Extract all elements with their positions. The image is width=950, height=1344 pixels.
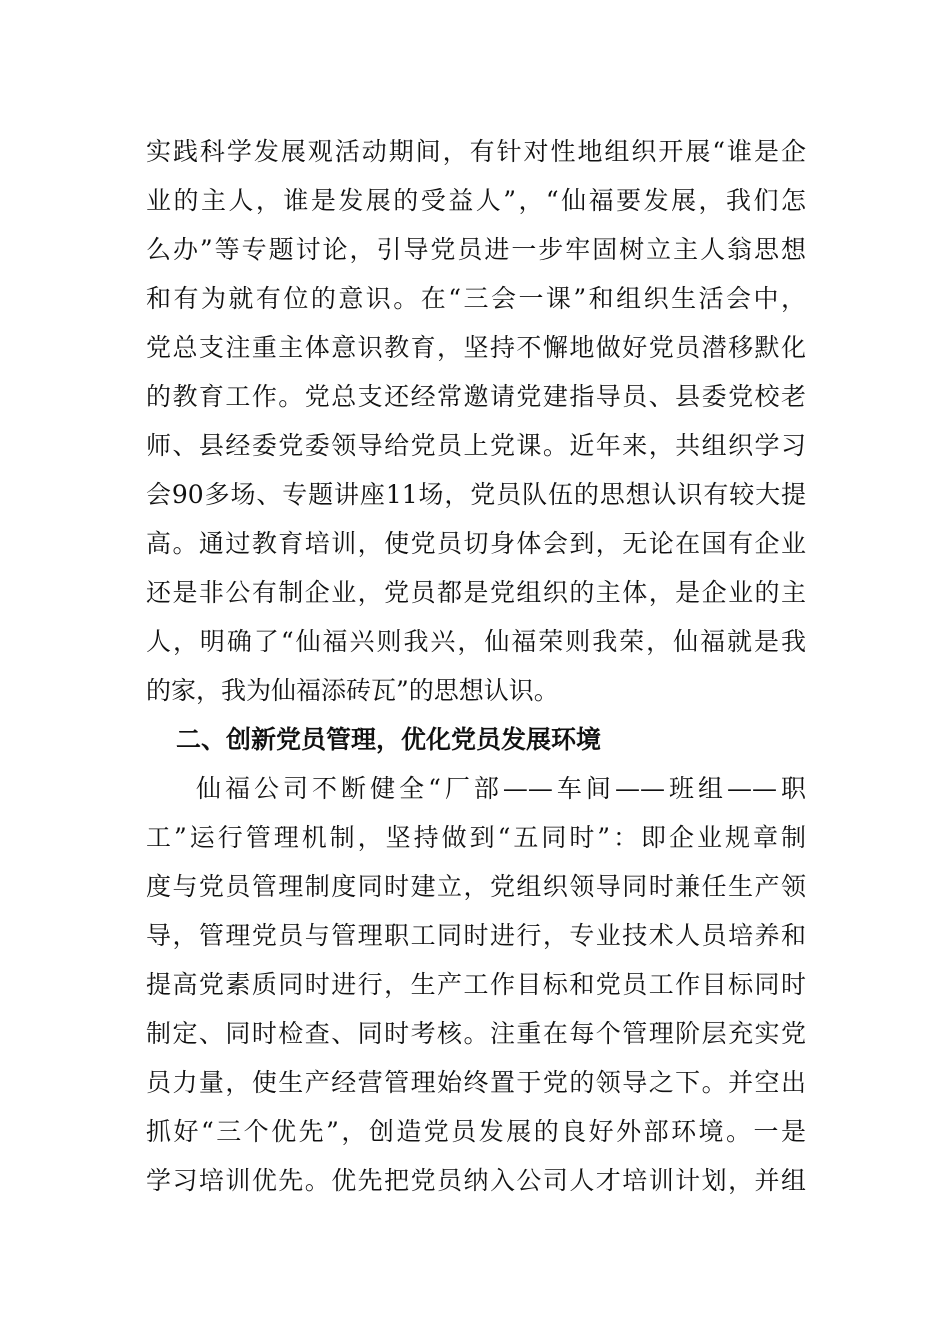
body-text-line: 业的主人，谁是发展的受益人”，“仙福要发展，我们怎 bbox=[146, 186, 806, 215]
body-text-line: 的家，我为仙福添砖瓦”的思想认识。 bbox=[146, 676, 559, 705]
body-text-line: 党总支注重主体意识教育，坚持不懈地做好党员潜移默化 bbox=[146, 333, 806, 362]
body-text-line: 工”运行管理机制，坚持做到“五同时”：即企业规章制 bbox=[146, 823, 806, 852]
body-text-line: 学习培训优先。优先把党员纳入公司人才培训计划，并组 bbox=[146, 1166, 806, 1195]
body-text-line: 抓好“三个优先”，创造党员发展的良好外部环境。一是 bbox=[146, 1117, 806, 1146]
body-text-line: 师、县经委党委领导给党员上党课。近年来，共组织学习 bbox=[146, 431, 806, 460]
body-text-line: 提高党素质同时进行，生产工作目标和党员工作目标同时 bbox=[146, 970, 806, 999]
body-text-line: 度与党员管理制度同时建立，党组织领导同时兼任生产领 bbox=[146, 872, 806, 901]
body-text-line: 的教育工作。党总支还经常邀请党建指导员、县委党校老 bbox=[146, 382, 806, 411]
body-text-line: 制定、同时检查、同时考核。注重在每个管理阶层充实党 bbox=[146, 1019, 806, 1048]
body-text-line: 会90多场、专题讲座11场，党员队伍的思想认识有较大提 bbox=[146, 480, 806, 509]
body-text-line: 么办”等专题讨论，引导党员进一步牢固树立主人翁思想 bbox=[146, 235, 806, 264]
body-text-line: 实践科学发展观活动期间，有针对性地组织开展“谁是企 bbox=[146, 137, 806, 166]
body-text-line: 员力量，使生产经营管理始终置于党的领导之下。并空出 bbox=[146, 1068, 806, 1097]
body-text-line: 导，管理党员与管理职工同时进行，专业技术人员培养和 bbox=[146, 921, 806, 950]
section-heading: 二、创新党员管理，优化党员发展环境 bbox=[176, 725, 602, 754]
body-text-line: 高。通过教育培训，使党员切身体会到，无论在国有企业 bbox=[146, 529, 806, 558]
body-text-line: 人，明确了“仙福兴则我兴，仙福荣则我荣，仙福就是我 bbox=[146, 627, 806, 656]
body-text-line: 和有为就有位的意识。在“三会一课”和组织生活会中， bbox=[146, 284, 806, 313]
body-text-line: 仙福公司不断健全“厂部——车间——班组——职 bbox=[196, 774, 806, 803]
body-text-line: 还是非公有制企业，党员都是党组织的主体，是企业的主 bbox=[146, 578, 806, 607]
